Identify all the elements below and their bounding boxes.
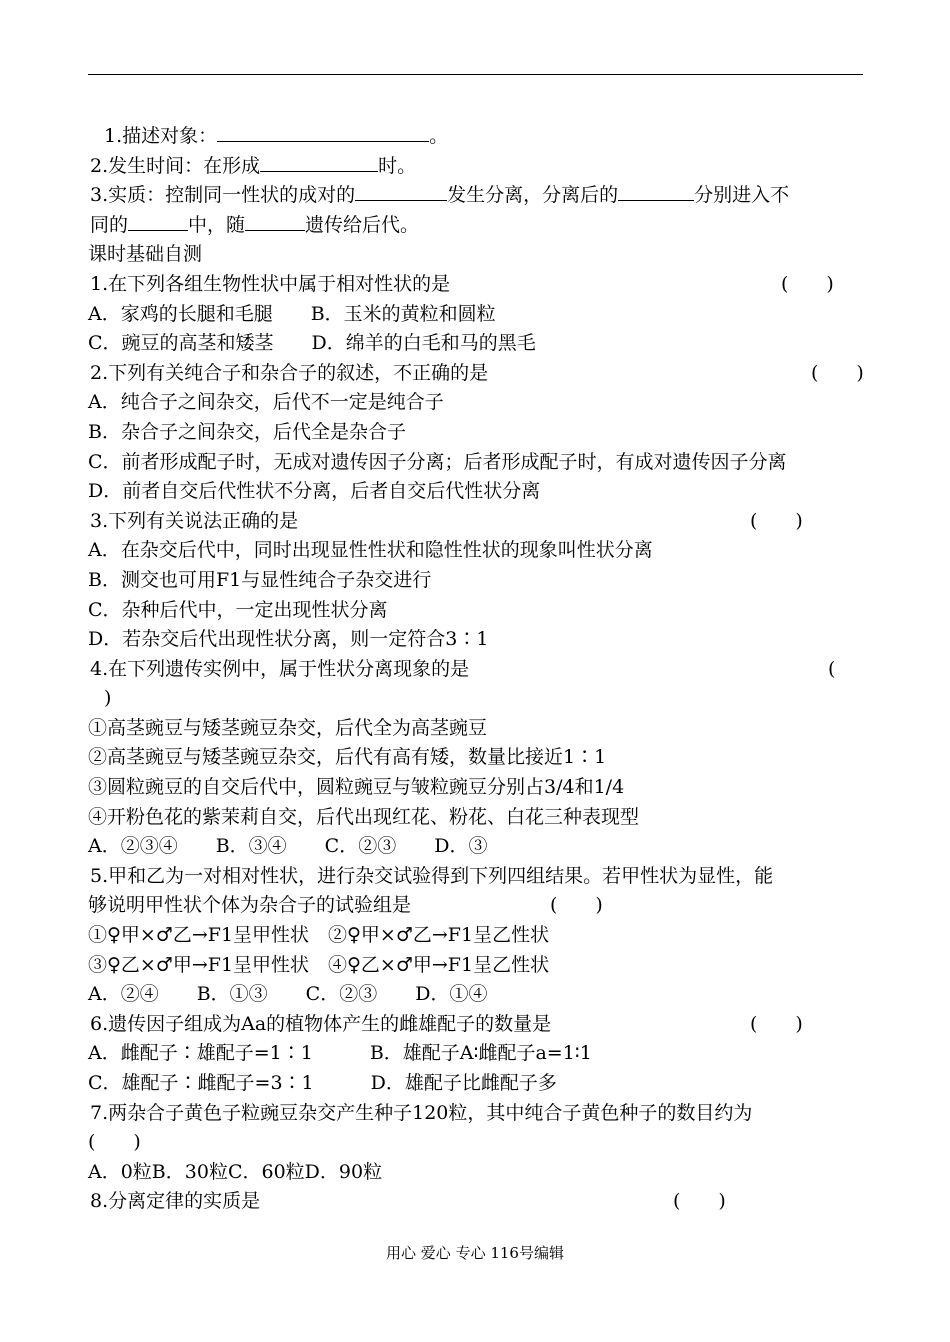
- text: 中，随: [188, 213, 246, 236]
- text: 发生分离，分离后的: [447, 184, 619, 207]
- answer-paren: ( ): [673, 1190, 726, 1213]
- q6-option: C．雄配子∶雌配子=3∶1 D．雄配子比雌配子多: [88, 1072, 557, 1094]
- q1-option: C．豌豆的高茎和矮茎 D．绵羊的白毛和马的黑毛: [88, 332, 536, 355]
- answer-paren-open: (: [828, 657, 836, 680]
- q5-stem-2: [88, 891, 868, 921]
- text: 时。: [378, 154, 417, 177]
- q8-stem: [88, 1187, 868, 1217]
- q5-stem-1: 5.甲和乙为一对相对性状，进行杂交试验得到下列四组结果。若甲性状为显性，能: [90, 864, 774, 887]
- q2-option: D．前者自交后代性状不分离，后者自交后代性状分离: [88, 480, 541, 503]
- text: 6.遗传因子组成为Aa的植物体产生的雌雄配子的数量是: [90, 1012, 552, 1035]
- text: 1.描述对象：: [104, 125, 218, 147]
- q2-option: B．杂合子之间杂交，后代全是杂合子: [88, 420, 406, 443]
- q3-option: D．若杂交后代出现性状分离，则一定符合3∶1: [88, 628, 489, 651]
- text: 1.在下列各组生物性状中属于相对性状的是: [90, 272, 451, 295]
- text: 2.发生时间：在形成: [90, 154, 261, 177]
- q2-stem: [88, 359, 868, 389]
- q1-stem: [88, 270, 868, 300]
- q5-item: ①♀甲×♂乙→F1呈甲性状 ②♀甲×♂乙→F1呈乙性状: [88, 924, 550, 947]
- header-rule: [88, 74, 863, 75]
- blank: [245, 212, 305, 231]
- q3-option: A．在杂交后代中，同时出现显性性状和隐性性状的现象叫性状分离: [88, 539, 653, 562]
- intro-line-2: [88, 152, 868, 182]
- document-body: [88, 122, 868, 1217]
- q2-option: A．纯合子之间杂交，后代不一定是纯合子: [88, 391, 444, 414]
- text: 同的: [90, 213, 129, 236]
- q4-item: ③圆粒豌豆的自交后代中，圆粒豌豆与皱粒豌豆分别占3/4和1/4: [88, 776, 625, 799]
- answer-paren: ( ): [550, 894, 603, 917]
- q1-option: A．家鸡的长腿和毛腿 B．玉米的黄粒和圆粒: [88, 302, 496, 325]
- intro-line-3a: [88, 181, 868, 211]
- q3-option: B．测交也可用F1与显性纯合子杂交进行: [88, 568, 432, 591]
- q4-options: A．②③④ B．③④ C．②③ D．③: [88, 835, 488, 858]
- text: 3.实质：控制同一性状的成对的: [90, 184, 356, 207]
- q6-option: A．雌配子∶雄配子=1∶1 B．雄配子A∶雌配子a=1∶1: [88, 1042, 592, 1065]
- blank: [260, 153, 378, 172]
- section-title: 课时基础自测: [88, 243, 203, 266]
- blank: [217, 123, 429, 142]
- intro-line-3b: [88, 211, 868, 241]
- blank: [128, 212, 188, 231]
- answer-paren: ( ): [811, 361, 864, 384]
- text: 3.下列有关说法正确的是: [90, 509, 299, 532]
- answer-paren: ( ): [750, 509, 803, 532]
- text: 分别进入不: [694, 184, 790, 207]
- answer-paren: ( ): [781, 272, 834, 295]
- text: 。: [429, 125, 449, 147]
- q7-options: A．0粒B．30粒C．60粒D．90粒: [88, 1160, 383, 1183]
- q6-stem: [88, 1010, 868, 1040]
- intro-line-1: [88, 122, 868, 152]
- q4-item: ②高茎豌豆与矮茎豌豆杂交，后代有高有矮，数量比接近1∶1: [88, 746, 607, 769]
- q5-options: A．②④ B．①③ C．②③ D．①④: [88, 983, 488, 1006]
- text: 遗传给后代。: [305, 213, 420, 236]
- q3-option: C．杂种后代中，一定出现性状分离: [88, 598, 388, 621]
- answer-paren: ( ): [750, 1012, 803, 1035]
- text: 够说明甲性状个体为杂合子的试验组是: [88, 894, 412, 917]
- q3-stem: [88, 507, 868, 537]
- text: 2.下列有关纯合子和杂合子的叙述，不正确的是: [90, 361, 489, 384]
- q4-item: ①高茎豌豆与矮茎豌豆杂交，后代全为高茎豌豆: [88, 716, 488, 739]
- q5-item: ③♀乙×♂甲→F1呈甲性状 ④♀乙×♂甲→F1呈乙性状: [88, 953, 550, 976]
- q4-paren-close: ): [104, 687, 112, 710]
- q7-paren: ( ): [88, 1131, 141, 1154]
- q4-stem: [88, 655, 868, 685]
- text: 8.分离定律的实质是: [90, 1190, 261, 1213]
- q4-item: ④开粉色花的紫茉莉自交，后代出现红花、粉花、白花三种表现型: [88, 805, 640, 828]
- q7-stem: 7.两杂合子黄色子粒豌豆杂交产生种子120粒，其中纯合子黄色种子的数目约为: [90, 1101, 753, 1124]
- page-footer: 用心 爱心 专心 116号编辑: [386, 1244, 564, 1262]
- blank: [355, 182, 447, 201]
- text: 4.在下列遗传实例中，属于性状分离现象的是: [90, 657, 470, 680]
- q2-option: C．前者形成配子时，无成对遗传因子分离；后者形成配子时，有成对遗传因子分离: [88, 450, 787, 473]
- blank: [618, 182, 694, 201]
